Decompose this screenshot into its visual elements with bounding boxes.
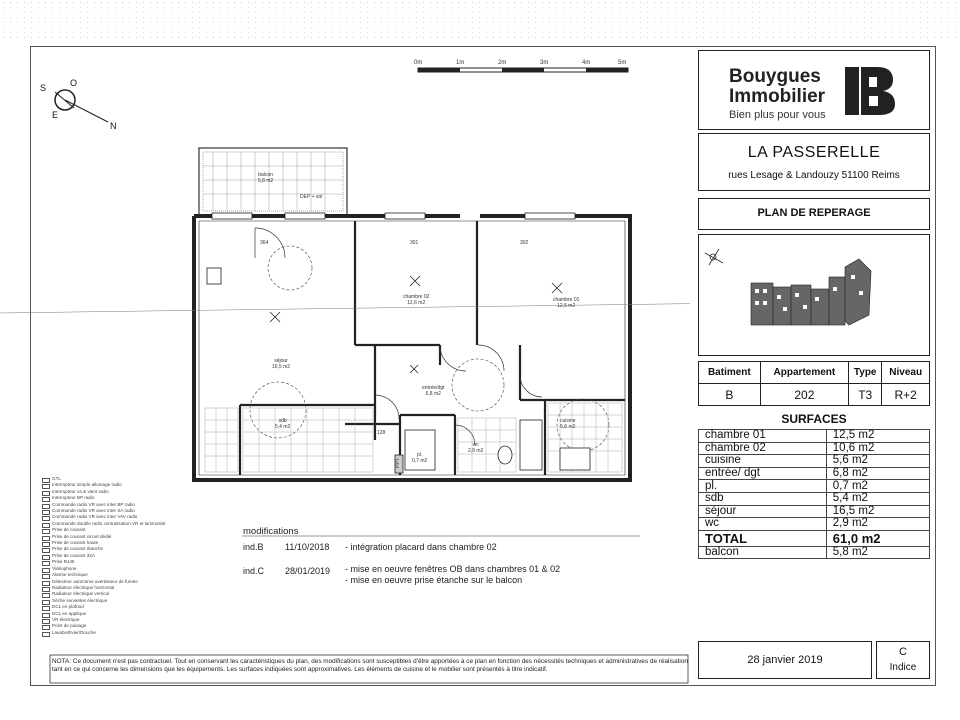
room-label-wc: wc 2,9 m2 bbox=[468, 442, 484, 454]
compass-n: N bbox=[110, 121, 117, 131]
scale-bar bbox=[418, 68, 628, 72]
legend-item: DCL en applique bbox=[40, 611, 165, 617]
surface-label: entrée/ dgt bbox=[699, 467, 827, 480]
balcon-label: balcon bbox=[699, 546, 827, 559]
apt-value-batiment: B bbox=[699, 384, 761, 406]
project-address: rues Lesage & Landouzy 51100 Reims bbox=[728, 170, 900, 181]
surfaces-title: SURFACES bbox=[781, 412, 847, 426]
surface-label: séjour bbox=[699, 505, 827, 518]
legend-item: Radiateur électrique vertical bbox=[40, 591, 165, 597]
apt-header-type: Type bbox=[849, 362, 882, 384]
index-label: Indice bbox=[889, 662, 917, 673]
room-label-entree: entrée/dgt 6,8 m2 bbox=[422, 385, 445, 397]
plan-date: 28 janvier 2019 bbox=[747, 654, 823, 666]
compass-s: S bbox=[40, 83, 47, 93]
mod-b-ind: ind.B bbox=[243, 542, 264, 552]
scale-label-2: 2m bbox=[498, 60, 507, 66]
table-row bbox=[699, 492, 930, 505]
legend-item: Commande radio VR avec inter SA radio bbox=[40, 508, 165, 514]
surface-value: 5,4 m2 bbox=[826, 492, 929, 505]
apt-value-type: T3 bbox=[849, 384, 882, 406]
site-plan-box bbox=[698, 234, 930, 356]
scale-label-4: 4m bbox=[582, 60, 591, 66]
brand-line-2: Immobilier bbox=[729, 86, 826, 107]
room-label-sejour: séjour 16,5 m2 bbox=[272, 358, 291, 370]
room-label-chambre-02: chambre 02 12,6 m2 bbox=[403, 294, 430, 306]
project-name: LA PASSERELLE bbox=[747, 144, 881, 161]
table-row bbox=[699, 518, 930, 531]
door-swings bbox=[255, 228, 542, 445]
surface-value: 5,6 m2 bbox=[826, 455, 929, 468]
disclaimer-note: NOTA: Ce document n'est pas contractuel. Tout en conservant les caractéristiques du plan, des modifications sont susceptibles d'être apportées à ce plan en fonction des nécessités techniques et administratives de réalisation tant en ce qui concerne les dimensions que les équipements. Les surfaces indiquées sont approximatives. Les éléments de cuisine et le mobilier sont présentés à titre indicatif. bbox=[52, 658, 688, 673]
scale-label-0: 0m bbox=[414, 60, 423, 66]
apt-value-appartement: 202 bbox=[760, 384, 848, 406]
legend-item: Point de puisage bbox=[40, 623, 165, 629]
legend-item: Alarme technique bbox=[40, 572, 165, 578]
surface-label: sdb bbox=[699, 492, 827, 505]
mod-c-line-1: - mise en oeuvre fenêtres OB dans chambres 01 & 02 bbox=[345, 564, 561, 574]
legend-item: Interrupteur simple allumage radio bbox=[40, 482, 165, 488]
surface-value: 6,8 m2 bbox=[826, 467, 929, 480]
mod-c-date: 28/01/2019 bbox=[285, 566, 331, 576]
legend-item: Prise RJ45 bbox=[40, 559, 165, 565]
room-label-balcon: balcon 5,8 m2 bbox=[258, 172, 274, 184]
apt-header-batiment: Batiment bbox=[699, 362, 761, 384]
compass-o: O bbox=[70, 78, 78, 88]
brand-box bbox=[698, 50, 930, 130]
room-code-364: 364 bbox=[260, 240, 269, 246]
room-label-pl: pl. 0,7 m2 bbox=[412, 452, 428, 464]
legend-item: VR électrique bbox=[40, 617, 165, 623]
fixtures bbox=[207, 268, 590, 473]
room-code-301: 301 bbox=[410, 240, 419, 246]
surface-label: pl. bbox=[699, 480, 827, 493]
room-code-128: 128 bbox=[377, 430, 386, 436]
legend-item: Interrupteur BP radio bbox=[40, 495, 165, 501]
plan-title: PLAN DE REPERAGE bbox=[757, 207, 871, 219]
surface-value: 16,5 m2 bbox=[826, 505, 929, 518]
room-label-chambre-01: chambre 01 12,5 m2 bbox=[553, 297, 580, 309]
table-row bbox=[699, 467, 930, 480]
legend-item: Prise de courant bbox=[40, 527, 165, 533]
legend-item: Prise de courant étanche bbox=[40, 546, 165, 552]
mod-b-line-1: - intégration placard dans chambre 02 bbox=[345, 542, 497, 552]
legend-item: Commande radio VR avec inter VAV radio bbox=[40, 514, 165, 520]
room-code-302: 302 bbox=[520, 240, 529, 246]
electrical-legend bbox=[40, 476, 165, 636]
compass-e: E bbox=[52, 110, 59, 120]
total-value: 61,0 m2 bbox=[826, 530, 929, 546]
mod-c-ind: ind.C bbox=[243, 566, 265, 576]
scale-label-5: 5m bbox=[618, 60, 627, 66]
table-row bbox=[699, 430, 930, 443]
scale-label-1: 1m bbox=[456, 60, 465, 66]
brand-tagline: Bien plus pour vous bbox=[729, 109, 826, 121]
surface-label: chambre 01 bbox=[699, 430, 827, 443]
surface-value: 12,5 m2 bbox=[826, 430, 929, 443]
legend-item: Commande radio VR avec inter BP radio bbox=[40, 502, 165, 508]
legend-item: Vidéophone bbox=[40, 566, 165, 572]
balcon-value: 5,8 m2 bbox=[826, 546, 929, 559]
apt-header-appartement: Appartement bbox=[760, 362, 848, 384]
legend-item: GTL bbox=[40, 476, 165, 482]
index-box bbox=[876, 641, 930, 679]
site-plan-thumbnail bbox=[699, 235, 927, 353]
date-box bbox=[698, 641, 872, 679]
apt-value-niveau: R+2 bbox=[882, 384, 930, 406]
table-row bbox=[699, 442, 930, 455]
room-label-cuisine: cuisine 5,6 m2 bbox=[560, 418, 576, 430]
compass-rose bbox=[55, 90, 108, 122]
project-box bbox=[698, 133, 930, 191]
index-letter: C bbox=[899, 646, 907, 658]
mod-b-date: 11/10/2018 bbox=[285, 542, 330, 552]
legend-item: DCL en plafond bbox=[40, 604, 165, 610]
room-code-ppt: PPT bbox=[394, 458, 401, 468]
legend-item: Prise de courant haute bbox=[40, 540, 165, 546]
legend-item: Sèche serviettes électrique bbox=[40, 598, 165, 604]
mod-c-line-2: - mise en oeuvre prise étanche sur le balcon bbox=[345, 575, 523, 585]
total-row bbox=[699, 530, 930, 546]
table-row bbox=[699, 455, 930, 468]
brand-line-1: Bouygues bbox=[729, 66, 821, 87]
plan-title-box bbox=[698, 198, 930, 230]
surface-value: 10,6 m2 bbox=[826, 442, 929, 455]
legend-item: Prise de courant 32A bbox=[40, 553, 165, 559]
room-label-sdb: sdb 5,4 m2 bbox=[275, 418, 291, 430]
modifications-title: modifications bbox=[243, 526, 299, 537]
balcon-row bbox=[699, 546, 930, 559]
apt-header-niveau: Niveau bbox=[882, 362, 930, 384]
table-row bbox=[699, 505, 930, 518]
surface-label: wc bbox=[699, 518, 827, 531]
surface-label: chambre 02 bbox=[699, 442, 827, 455]
scale-label-3: 3m bbox=[540, 60, 549, 66]
legend-item: Détecteur autonome avertisseur de fumée bbox=[40, 579, 165, 585]
apartment-table bbox=[698, 361, 930, 406]
room-label-dep: DEP + sol bbox=[300, 194, 323, 200]
surface-value: 0,7 m2 bbox=[826, 480, 929, 493]
legend-item: Radiateur électrique horizontal bbox=[40, 585, 165, 591]
table-row bbox=[699, 480, 930, 493]
legend-item: Prise de courant circuit dédié bbox=[40, 534, 165, 540]
surface-value: 2,9 m2 bbox=[826, 518, 929, 531]
total-label: TOTAL bbox=[699, 530, 827, 546]
legend-item: Commande double radio centralisation VR et luminosité bbox=[40, 521, 165, 527]
bouygues-logo-icon bbox=[845, 63, 897, 119]
light-points bbox=[270, 276, 562, 373]
legend-item: Lavabo/Evier/Douche bbox=[40, 630, 165, 636]
surfaces-table bbox=[698, 429, 930, 559]
legend-item: Interrupteur va & vient radio bbox=[40, 489, 165, 495]
surface-label: cuisine bbox=[699, 455, 827, 468]
